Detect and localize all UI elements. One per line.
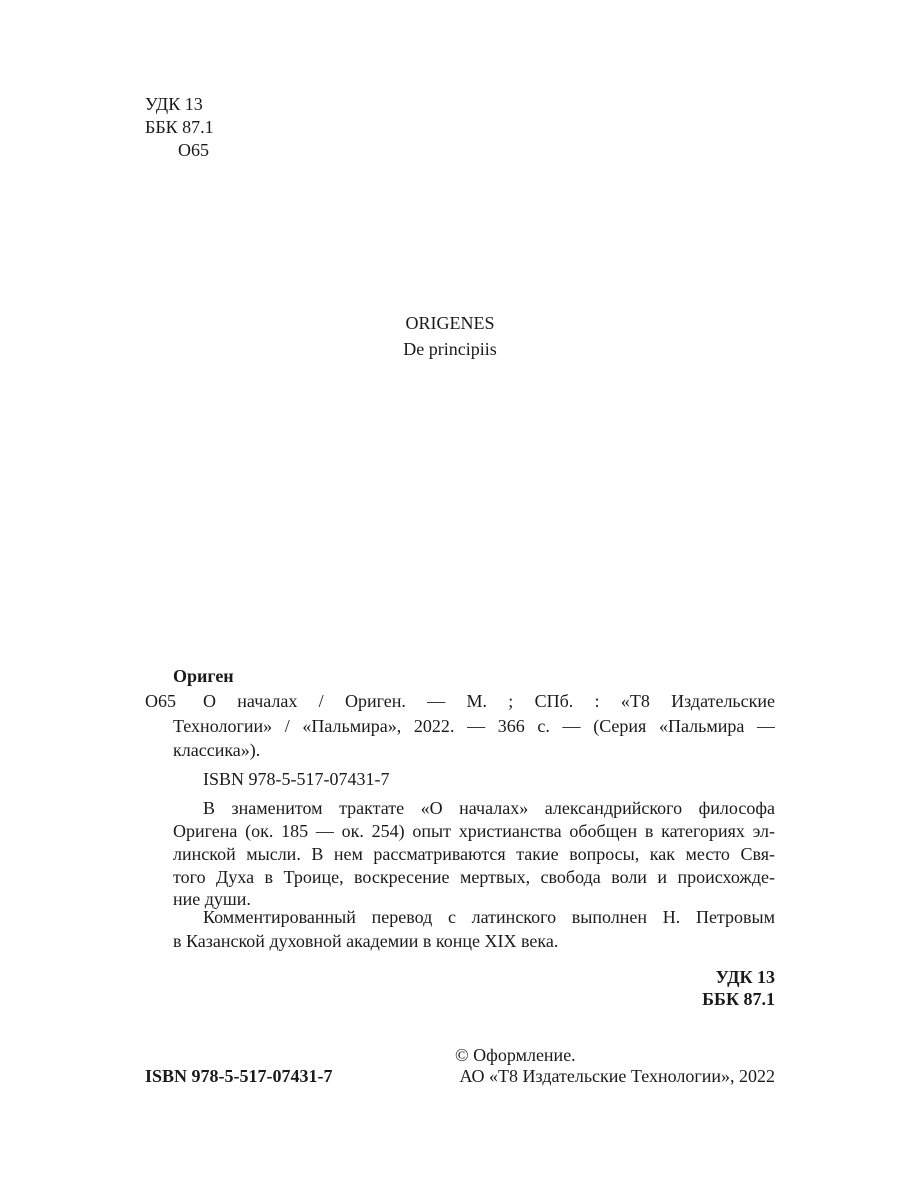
annotation-line: Оригена (ок. 185 — ок. 254) опыт христианства обобщен в категориях эл- (173, 821, 775, 841)
catalog-entry-line: Технологии» / «Пальмира», 2022. — 366 с. — (Серия «Пальмира — (173, 716, 775, 736)
annotation-line: В знаменитом трактате «О началах» александрийского философа (203, 798, 775, 818)
author-mark: О65 (178, 140, 209, 160)
annotation-line: в Казанской духовной академии в конце XIX века. (173, 931, 559, 951)
bbk-code: ББК 87.1 (145, 117, 214, 137)
title-latin: De principiis (403, 339, 497, 359)
footer-isbn: ISBN 978-5-517-07431-7 (145, 1066, 333, 1086)
annotation-line: того Духа в Троице, воскресение мертвых, свобода воли и происхожде- (173, 867, 775, 887)
catalog-mark: О65 (145, 691, 176, 711)
annotation-line: линской мысли. В нем рассматриваются такие вопросы, как место Свя- (173, 844, 775, 864)
udk-code: УДК 13 (145, 94, 203, 114)
catalog-isbn: ISBN 978-5-517-07431-7 (203, 769, 390, 789)
copyright-publisher: АО «Т8 Издательские Технологии», 2022 (459, 1066, 775, 1086)
author-latin: ORIGENES (405, 313, 495, 333)
copyright-design: © Оформление. (455, 1045, 576, 1065)
annotation-line: ние души. (173, 889, 251, 909)
catalog-entry-line: классика»). (173, 740, 261, 760)
catalog-bbk: ББК 87.1 (702, 989, 775, 1009)
catalog-entry-line: О началах / Ориген. — М. ; СПб. : «Т8 Издательские (203, 691, 775, 711)
catalog-udk: УДК 13 (715, 967, 775, 987)
annotation-line: Комментированный перевод с латинского выполнен Н. Петровым (203, 907, 775, 927)
catalog-author: Ориген (173, 666, 234, 686)
